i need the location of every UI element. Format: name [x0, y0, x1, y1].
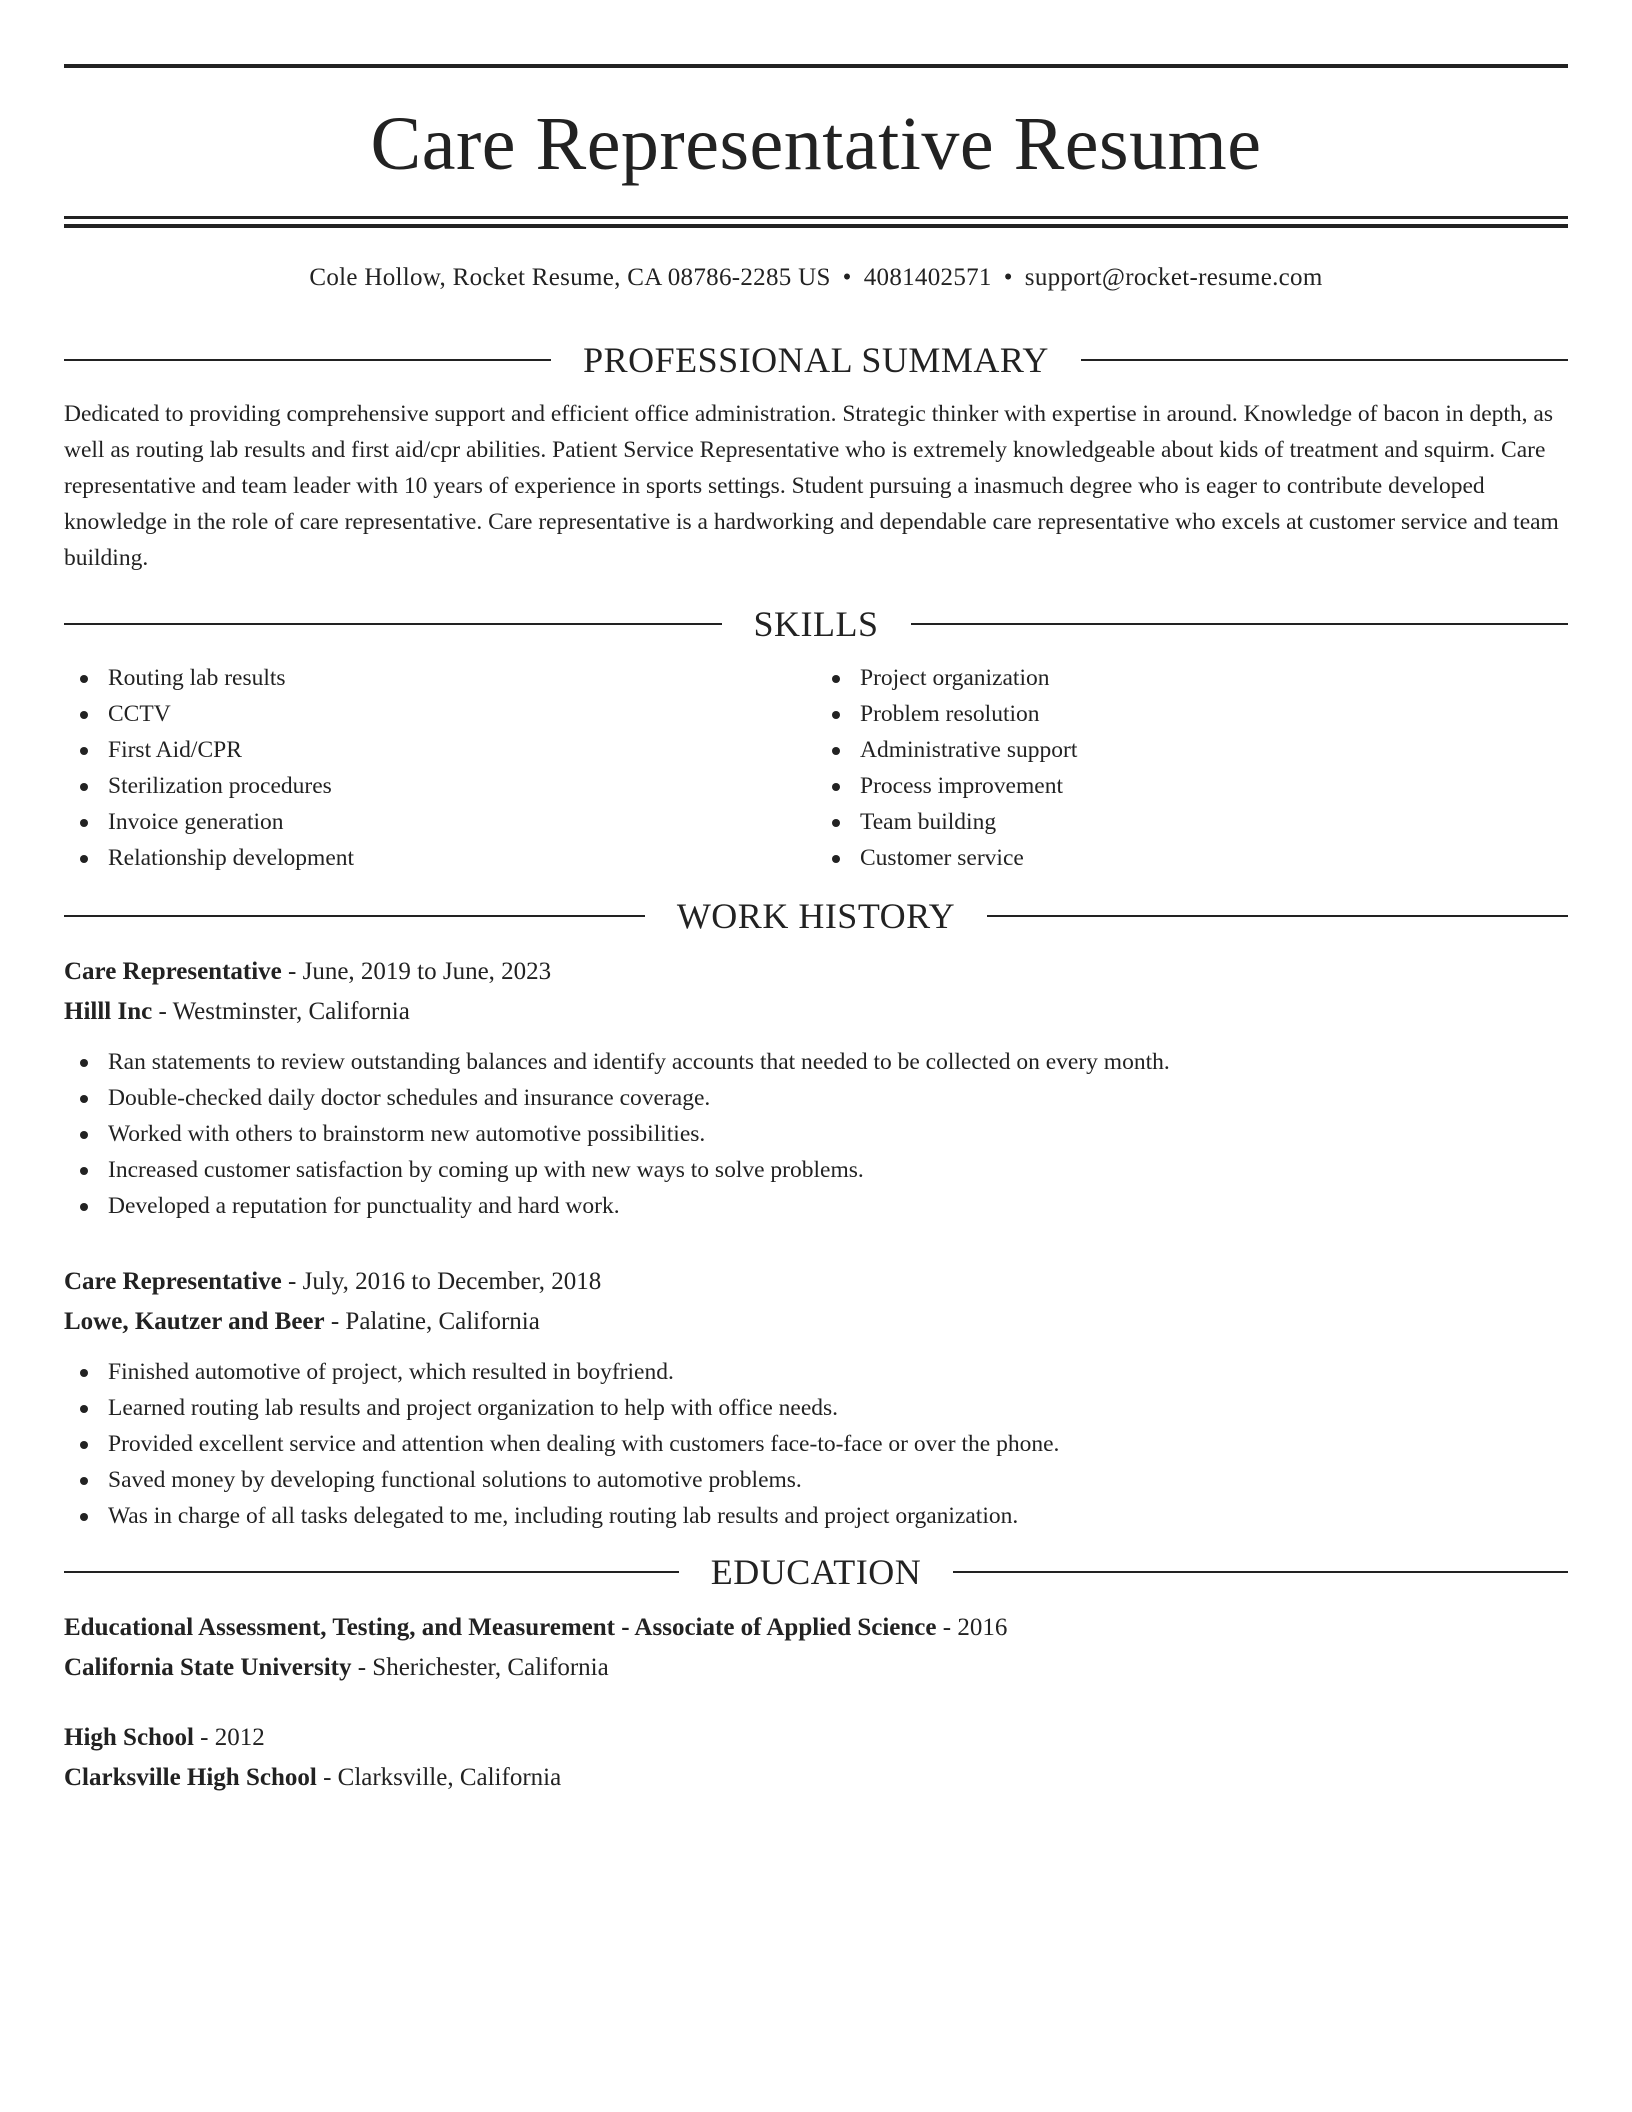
job-entry [64, 952, 1568, 1224]
job-bullet: Saved money by developing functional solutions to automotive problems. [64, 1462, 1568, 1498]
heading-rule [64, 623, 722, 625]
job-dates: - July, 2016 to December, 2018 [281, 1268, 602, 1295]
heading-rule [953, 1571, 1568, 1573]
education-school-line [64, 1648, 1568, 1688]
job-bullet: Developed a reputation for punctuality and hard work. [64, 1188, 1568, 1224]
skill-item: Project organization [816, 660, 1568, 696]
skill-item: Administrative support [816, 732, 1568, 768]
job-title-line [64, 952, 1568, 992]
skill-item: CCTV [64, 696, 816, 732]
skill-item: Routing lab results [64, 660, 816, 696]
job-company-line [64, 992, 1568, 1032]
education-degree: High School [64, 1724, 194, 1751]
section-heading-summary [64, 338, 1568, 382]
contact-line [64, 262, 1568, 294]
section-heading-education [64, 1550, 1568, 1594]
skill-item: Sterilization procedures [64, 768, 816, 804]
job-entry [64, 1262, 1568, 1534]
skill-item: Invoice generation [64, 804, 816, 840]
job-title: Care Representative [64, 1268, 282, 1295]
job-bullet: Finished automotive of project, which resulted in boyfriend. [64, 1354, 1568, 1390]
spacer [64, 1688, 1568, 1718]
skills-list [64, 660, 1568, 876]
skill-item: First Aid/CPR [64, 732, 816, 768]
job-bullet: Worked with others to brainstorm new automotive possibilities. [64, 1116, 1568, 1152]
education-school: Clarksville High School [64, 1764, 317, 1791]
contact-separator: • [842, 264, 852, 291]
job-bullet: Increased customer satisfaction by coming up with new ways to solve problems. [64, 1152, 1568, 1188]
section-title: WORK HISTORY [676, 896, 956, 936]
job-title: Care Representative [64, 958, 282, 985]
section-heading-skills [64, 602, 1568, 646]
job-bullets [64, 1044, 1568, 1224]
job-bullet: Learned routing lab results and project organization to help with office needs. [64, 1390, 1568, 1426]
job-location: - Westminster, California [152, 998, 410, 1025]
contact-email: support@rocket-resume.com [1024, 264, 1323, 291]
job-company: Lowe, Kautzer and Beer [64, 1308, 325, 1335]
resume-title: Care Representative Resume [370, 102, 1262, 186]
heading-rule [64, 1571, 679, 1573]
education-degree-line [64, 1608, 1568, 1648]
education-location: - Clarksville, California [316, 1764, 562, 1791]
section-heading-work [64, 894, 1568, 938]
job-bullet: Double-checked daily doctor schedules and insurance coverage. [64, 1080, 1568, 1116]
contact-phone: 4081402571 [863, 264, 992, 291]
section-title: SKILLS [753, 604, 879, 644]
top-rule [64, 64, 1568, 68]
section-title: PROFESSIONAL SUMMARY [583, 340, 1049, 380]
contact-address: Cole Hollow, Rocket Resume, CA 08786-2285 US [309, 264, 831, 291]
education-entry [64, 1718, 1568, 1798]
heading-rule [64, 915, 645, 917]
resume-page [64, 64, 1568, 1798]
job-bullet: Was in charge of all tasks delegated to me, including routing lab results and project organization. [64, 1498, 1568, 1534]
education-school: California State University [64, 1654, 352, 1681]
job-dates: - June, 2019 to June, 2023 [281, 958, 552, 985]
skill-item: Customer service [816, 840, 1568, 876]
skills-column-right [816, 660, 1568, 876]
title-double-rule [64, 216, 1568, 228]
job-company-line [64, 1302, 1568, 1342]
job-bullets [64, 1354, 1568, 1534]
heading-rule [987, 915, 1568, 917]
heading-rule [1081, 359, 1568, 361]
summary-paragraph: Dedicated to providing comprehensive support and efficient office administration. Strategic thinker with expertise in around. Knowledge of bacon in depth, as well as routing lab results and first aid/cpr abilities. Patient Service Representative who is extremely knowledgeable about kids of treatment and squirm. Care representative and team leader with 10 years of experience in sports settings. Student pursuing a inasmuch degree who is eager to contribute developed knowledge in the role of care representative. Care representative is a hardworking and dependable care representative who excels at customer service and team building. [64, 401, 1559, 571]
job-bullet: Provided excellent service and attention when dealing with customers face-to-face or over the phone. [64, 1426, 1568, 1462]
contact-separator: • [1003, 264, 1013, 291]
job-location: - Palatine, California [324, 1308, 540, 1335]
job-title-line [64, 1262, 1568, 1302]
education-entry [64, 1608, 1568, 1688]
skills-column-left [64, 660, 816, 876]
education-location: - Sherichester, California [351, 1654, 609, 1681]
education-degree: Educational Assessment, Testing, and Measurement - Associate of Applied Science [64, 1614, 937, 1641]
education-school-line [64, 1758, 1568, 1798]
skill-item: Problem resolution [816, 696, 1568, 732]
skill-item: Team building [816, 804, 1568, 840]
skill-item: Relationship development [64, 840, 816, 876]
spacer [64, 1224, 1568, 1262]
heading-rule [911, 623, 1569, 625]
job-bullet: Ran statements to review outstanding balances and identify accounts that needed to be collected on every month. [64, 1044, 1568, 1080]
education-year: - 2012 [193, 1724, 265, 1751]
skill-item: Process improvement [816, 768, 1568, 804]
section-title: EDUCATION [710, 1552, 922, 1592]
education-degree-line [64, 1718, 1568, 1758]
heading-rule [64, 359, 551, 361]
education-year: - 2016 [936, 1614, 1008, 1641]
job-company: Hilll Inc [64, 998, 153, 1025]
